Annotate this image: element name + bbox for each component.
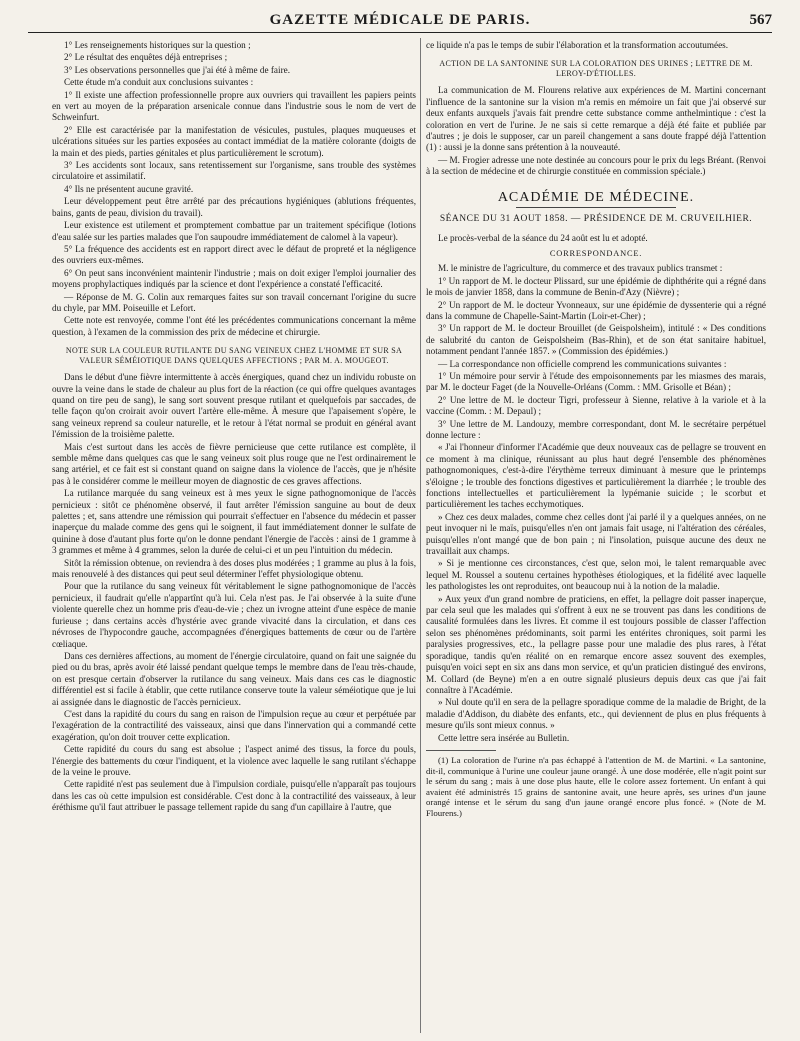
conclusion-item: 5° La fréquence des accidents est en rapport direct avec le défaut de propreté et la négligence des ouvriers eux-mêmes. xyxy=(52,243,416,266)
article-paragraph: Dans ces dernières affections, au moment de l'énergie circulatoire, quand on fait une saignée du pied ou du bras, après avoir été laissé pendant quelque temps le membre dans de l'eau très-chaude, on est presque certain d'observer la rutilance du sang veineux. Mais dans ces cas le diagnostic différentiel est si facile à établir, que cette rutilance conserve toute la valeur séméiotique que je lui ai assignée dans le diagnostic de l'accès pernicieux. xyxy=(52,650,416,707)
conclusions-lead: Cette étude m'a conduit aux conclusions suivantes : xyxy=(64,77,254,88)
letter-paragraph: » Chez ces deux malades, comme chez celles dont j'ai parlé il y a quelques années, on ne peut invoquer ni le maïs, puisqu'elles n'en ont jamais fait usage, ni l'altération des céréales, puisqu'elles n'ont mangé que de bon pain ; ni l'insolation, puisque aucune des deux ne travaillait aux champs. xyxy=(426,511,766,557)
intro-item: 3° Les observations personnelles que j'ai été à même de faire. xyxy=(64,64,290,75)
footnote-rule xyxy=(426,750,496,751)
conclusion-item: 2° Elle est caractérisée par la manifestation de vésicules, pustules, plaques muqueuses et ulcérations situées sur les parties exposées au contact immédiat de la matière colorante (doigts de la main et des pieds, parties génitales et plus particulièrement le scrotum). xyxy=(52,124,416,158)
conclusion-item: Leur développement peut être arrêté par des précautions hygiéniques (ablutions fréquentes, bains, gants de peau, division du travail). xyxy=(52,196,416,218)
santonine-title: ACTION DE LA SANTONINE SUR LA COLORATION DES URINES ; LETTRE DE M. LEROY-D'ÉTIOLLES. xyxy=(439,59,753,79)
non-official-lead: — La correspondance non officielle comprend les communications suivantes : xyxy=(438,358,727,369)
conclusion-item: 6° On peut sans inconvénient maintenir l'industrie ; mais on doit exiger l'emploi journalier des moyens prophylactiques indiqués par la science et dont l'expérience a constaté l'efficacité. xyxy=(52,267,416,290)
conclusion-item: 1° Il existe une affection professionnelle propre aux ouvriers qui travaillent les papiers peints en vert au moyen de la préparation arsenicale connue dans l'industrie sous le nom de vert de Schweinfurt. xyxy=(52,89,416,123)
article-paragraph: Pour que la rutilance du sang veineux fût véritablement le signe pathognomonique de l'accès pernicieux, il faudrait qu'elle n'appartînt qu'à lui. Cela n'est pas. Je l'ai observée à la suite d'une violente querelle chez un homme pris d'eau-de-vie ; chez un ivrogne atteint d'une espèce de manie furieuse ; dans certains accès d'hystérie avec grande vivacité dans la circulation, et dans ces névroses de l'hypocondre gauche, accompagnées d'énergiques battements de cœur ou de l'artère cœliaque. xyxy=(52,581,416,649)
article-paragraph: Mais c'est surtout dans les accès de fièvre pernicieuse que cette rutilance est complète, il semble même dans quelques cas que le sang veineux soit plus rouge que ne l'est ordinairement le sang artériel, et ce fait est si constant quand on saigne dans la violence de l'accès, que je n'hésite pas à le considérer comme le meilleur moyen de diagnostic de ces graves affections. xyxy=(52,441,416,486)
letter-paragraph: » Nul doute qu'il en sera de la pellagre sporadique comme de la maladie de Bright, de la maladie d'Addison, du diabète des enfants, etc., qui deviennent de plus en plus fréquents à mesure qu'ils sont mieux connus. » xyxy=(426,697,766,731)
article-paragraph: Sitôt la rémission obtenue, on reviendra à des doses plus modérées ; 1 gramme au plus à la fois, mais renouvelé à des distances qui peut seul déterminer l'effet physiologique obtenu. xyxy=(52,557,416,580)
conclusion-item: 4° Ils ne présentent aucune gravité. xyxy=(64,183,194,194)
intro-item: 1° Les renseignements historiques sur la question ; xyxy=(64,40,251,50)
page-header xyxy=(28,10,772,33)
footnote: (1) La coloration de l'urine n'a pas échappé à l'attention de M. de Martini. « La santonine, dit-il, communique à l'urine une couleur jaune orangé. À une dose modérée, elle n'agit point sur le sérum du sang ; mais à une dose plus haute, elle le colore assez fortement. Un enfant à qui avaient été administrés 15 grains de santonine avait, une heure après, ses urines d'un jaune orangé intense et le sérum du sang d'un jaune orangé encore plus foncé. » (Note de M. Flourens.) xyxy=(426,754,766,818)
colin-reply: — Réponse de M. G. Colin aux remarques faites sur son travail concernant l'origine du sucre du chyle, par MM. Poiseuille et Lefort. xyxy=(52,291,416,313)
official-item: 2° Un rapport de M. le docteur Yvonneaux, sur une épidémie de dyssenterie qui a régné dans la commune de Chapelle-Saint-Martin (Loir-et-Cher) ; xyxy=(426,299,766,321)
left-column xyxy=(52,40,416,1037)
heading-rule xyxy=(516,207,676,208)
santonine-paragraph: La communication de M. Flourens relative aux expériences de M. Martini concernant l'influence de la santonine sur la vision m'a remis en mémoire un fait que j'ai observé sur deux enfants auxquels j'avais fait prendre cette substance comme anthelmintique : c'est la coloration en vert de l'urine. Je ne sais si cette remarque a déjà été faite et publiée par d'autres ; je dois le supposer, car un pareil changement a sans doute frappé déjà l'attention (1) : aussi je la donne sans prétention à la nouveauté. xyxy=(426,85,766,153)
conclusion-item: Leur existence est utilement et promptement combattue par un traitement spécifique (lotions d'eau salée sur les parties malades que l'on saupoudre immédiatement de calomel à la vapeur). xyxy=(52,220,416,242)
non-official-item: 1° Un mémoire pour servir à l'étude des empoisonnements par les miasmes des marais, par M. le docteur Faget (de la Nouvelle-Orléans (Comm. : MM. Grisolle et Béan) ; xyxy=(426,370,766,393)
academy-heading: ACADÉMIE DE MÉDECINE. xyxy=(497,189,695,205)
frogier-note: — M. Frogier adresse une note destinée au concours pour le prix du legs Bréant. (Renvoi à la section de médecine et de chirurgie constituée en commission spéciale.) xyxy=(426,154,766,177)
article-paragraph: Cette rapidité n'est pas seulement due à l'impulsion cordiale, puisqu'elle n'apparaît pas toujours dans les cas où cette impulsion est considérable. C'est donc à la contractilité des vaisseaux, à leur éréthisme qu'il faut attribuer le passage tellement rapide du sang d'un capillaire à l'autre, que xyxy=(52,779,416,813)
article-paragraph: La rutilance marquée du sang veineux est à mes yeux le signe pathognomonique de l'accès pernicieux : sitôt ce phénomène observé, il faut arrêter l'émission sanguine au bout de deux palettes ; et, sans attendre une rémission qui pourrait s'effectuer en l'absence du médecin et passer inaperçue du malade comme des gens qui le soignent, il faut immédiatement donner le sulfate de quinine à dose d'autant plus forte qu'on le donne pendant l'énergie de l'accès : ainsi de 1 gramme à 3 grammes et même à 4 grammes, selon la durée de celui-ci et un peu l'intuition du médecin. xyxy=(52,488,416,556)
correspondance-heading: CORRESPONDANCE. xyxy=(549,248,643,258)
letter-paragraph: » Aux yeux d'un grand nombre de praticiens, en effet, la pellagre doit passer inaperçue, par cela seul que les malades qui s'offrent à eux ne se trouvent pas dans les conditions de causalité formulées dans les livres. Et comme il est toujours possible de classer l'affection selon ses phénomènes prédominants, soit parmi les entérites chroniques, soit parmi les paralysies progressives, etc., la pellagre passe pour une maladie des plus rares, à l'état sporadique, tandis qu'en réalité on en remarque encore assez souvent des exemples, puisqu'en voici sept en six ans dans mon service, et qu'un praticien distingué des environs, M. Collard (de Beyne) m'en a en outre signalé plusieurs depuis deux cas que j'ai fait connaître à l'Académie. xyxy=(426,593,766,695)
column-divider xyxy=(420,38,421,1033)
article-paragraph: Cette rapidité du cours du sang est absolue ; l'aspect animé des tissus, la force du pouls, l'énergie des battements du cœur l'indiquent, et la violence avec laquelle le sang rutilant s'échappe de la veine le prouve. xyxy=(52,744,416,777)
renvoi-note: Cette note est renvoyée, comme l'ont été les précédentes communications concernant la même question, à l'examen de la commission des prix de médecine et chirurgie. xyxy=(52,315,416,337)
letter-paragraph: Cette lettre sera insérée au Bulletin. xyxy=(438,732,570,743)
seance-line: SÉANCE DU 31 AOUT 1858. — PRÉSIDENCE DE M. CRUVEILHIER. xyxy=(439,214,753,225)
continuation-text: ce liquide n'a pas le temps de subir l'élaboration et la transformation accoutumées. xyxy=(426,40,729,50)
intro-item: 2° Le résultat des enquêtes déjà entreprises ; xyxy=(64,52,228,63)
non-official-item: 2° Une lettre de M. le docteur Tigri, professeur à Sienne, relative à la variole et à la vaccine (Comm. : M. Depaul) ; xyxy=(426,394,766,417)
conclusion-item: 3° Les accidents sont locaux, sans retentissement sur l'organisme, sans trouble des systèmes circulatoire et assimilatif. xyxy=(52,160,416,182)
journal-title: GAZETTE MÉDICALE DE PARIS. xyxy=(269,12,531,28)
page-number: 567 xyxy=(749,12,772,28)
article-title: NOTE SUR LA COULEUR RUTILANTE DU SANG VEINEUX CHEZ L'HOMME ET SUR SA VALEUR SÉMÉIOTIQUE DANS QUELQUES AFFECTIONS ; PAR M. A. MOUGEOT. xyxy=(65,346,403,366)
official-item: 3° Un rapport de M. le docteur Brouillet (de Geispolsheim), intitulé : « Des conditions de salubrité du canton de Geispolsheim (Bas-Rhin), et de son état sanitaire habituel, notamment pendant l'année 1857. » (Commission des épidémies.) xyxy=(426,323,766,357)
non-official-item: 3° Une lettre de M. Landouzy, membre correspondant, dont M. le secrétaire perpétuel donne lecture : xyxy=(426,418,766,440)
letter-paragraph: « J'ai l'honneur d'informer l'Académie que deux nouveaux cas de pellagre se trouvent en ce moment à ma clinique, réunissant au plus haut degré l'ensemble des phénomènes pathognomoniques, c'est-à-dire l'érythème terreux diminuant à mesure que le printemps s'éloigne ; le trouble des fonctions digestives et particulièrement la diarrhée ; le trouble des fonctions intellectuelles et particulièrement la lypémanie suicide ; le scorbut et particulièrement les taches ecchymotiques. xyxy=(426,442,766,510)
right-column xyxy=(426,40,766,1037)
proces-verbal: Le procès-verbal de la séance du 24 août est lu et adopté. xyxy=(438,233,648,244)
article-paragraph: C'est dans la rapidité du cours du sang en raison de l'impulsion reçue au cœur et perpétuée par l'exagération de la contractilité des vaisseaux, ainsi que dans l'innervation qui a commandé cette exagération, qu'on doit trouver cette explication. xyxy=(52,708,416,742)
letter-paragraph: » Si je mentionne ces circonstances, c'est que, selon moi, le talent remarquable avec lequel M. Roussel a soutenu certaines hypothèses étiologiques, et la fidélité avec laquelle les pathologistes les ont reproduites, ont beaucoup nui à la notion de la maladie. xyxy=(426,558,766,592)
ministre-line: M. le ministre de l'agriculture, du commerce et des travaux publics transmet : xyxy=(438,263,723,274)
article-paragraph: Dans le début d'une fièvre intermittente à accès énergiques, quand chez un individu robuste on ouvre la veine dans le stade de chaleur au plus fort de la réaction (ce qui offre quelques avantages quand on tire peu de sang), le sang sort souvent presque rutilant et quelquefois par saccades, de telle façon qu'on croirait avoir ouvert l'artère elle-même. À mesure que l'apaisement s'opère, le sang veineux reprend sa couleur naturelle, et le retour à l'état normal se produit en général avant l'émission de la troisième palette. xyxy=(52,372,416,440)
official-item: 1° Un rapport de M. le docteur Plissard, sur une épidémie de diphthérite qui a régné dans le mois de janvier 1858, dans la commune de Benin-d'Azy (Nièvre) ; xyxy=(426,275,766,298)
